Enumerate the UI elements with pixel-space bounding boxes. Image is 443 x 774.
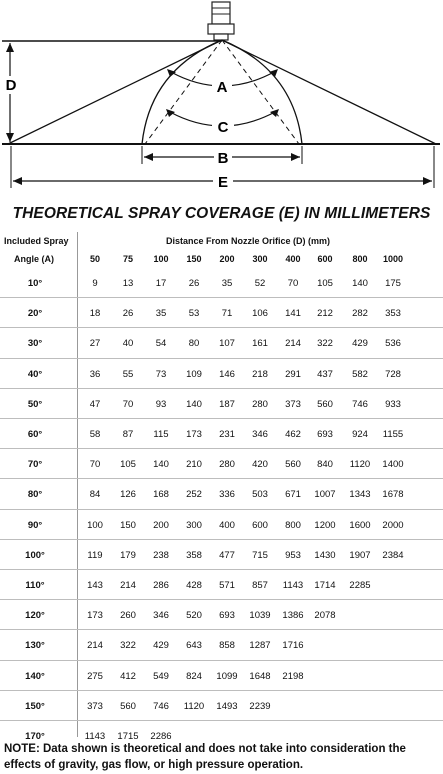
table-cell: 47 (89, 398, 101, 410)
table-cell: 358 (186, 549, 202, 561)
table-cell: 429 (153, 640, 169, 652)
table-cell: 346 (252, 429, 268, 440)
table-cell: 322 (317, 338, 333, 350)
table-cell: 1907 (349, 549, 371, 561)
table-row (0, 479, 443, 509)
table-cell: 280 (252, 398, 268, 410)
table-cell: 1716 (282, 640, 304, 652)
table-cell: 1287 (249, 640, 271, 652)
row-angle: 100° (25, 549, 45, 561)
outer-spray-right (222, 40, 436, 144)
table-cell: 560 (120, 700, 136, 712)
nozzle-icon (208, 2, 234, 40)
table-cell: 1600 (349, 519, 371, 531)
table-cell: 857 (252, 580, 268, 591)
table-row (0, 389, 443, 419)
table-cell: 671 (285, 489, 301, 501)
table-cell: 140 (186, 398, 202, 410)
table-cell: 58 (89, 429, 101, 440)
table-cell: 693 (219, 610, 235, 622)
label-c: C (217, 119, 229, 136)
table-cell: 1099 (216, 670, 238, 682)
table-cell: 840 (317, 459, 333, 471)
table-cell: 353 (385, 308, 401, 320)
table-cell: 2000 (382, 519, 404, 531)
table-cell: 126 (120, 489, 136, 501)
table-cell: 18 (89, 308, 101, 320)
table-cell: 73 (155, 368, 167, 380)
table-cell: 1400 (382, 459, 404, 471)
table-cell: 300 (186, 519, 202, 531)
table-cell: 13 (122, 278, 134, 289)
table-cell: 115 (153, 429, 169, 440)
table-row (0, 328, 443, 358)
table-cell: 1143 (84, 731, 106, 742)
table-cell: 140 (153, 459, 169, 471)
table-cell: 373 (87, 700, 103, 712)
row-angle: 40° (27, 368, 43, 380)
table-cell: 1715 (117, 731, 139, 742)
table-cell: 52 (254, 278, 266, 289)
table-row (0, 419, 443, 449)
table-cell: 70 (287, 278, 299, 289)
table-cell: 1200 (314, 519, 336, 531)
column-header: 100 (153, 254, 169, 264)
table-cell: 143 (87, 580, 103, 591)
table-cell: 100 (87, 519, 103, 531)
outer-spray-left (5, 40, 222, 144)
table-cell: 105 (120, 459, 136, 471)
table-cell: 282 (352, 308, 368, 320)
table-row (0, 359, 443, 389)
table-cell: 146 (219, 368, 235, 380)
table-cell: 858 (219, 640, 235, 652)
table-row (0, 691, 443, 721)
column-header: 150 (186, 254, 202, 264)
label-a: A (216, 79, 228, 96)
column-header: 75 (122, 254, 133, 264)
table-row (0, 661, 443, 691)
table-cell: 346 (153, 610, 169, 622)
column-header: 1000 (382, 254, 404, 264)
footnote: NOTE: Data shown is theoretical and does not take into consideration the effects of gravity, gas flow, or high pressure operation. (4, 743, 406, 771)
table-cell: 1386 (282, 610, 304, 622)
label-d: D (5, 77, 17, 94)
row-angle: 110° (25, 580, 45, 591)
table-cell: 2239 (249, 700, 271, 712)
label-e: E (217, 174, 229, 191)
table-cell: 175 (385, 278, 401, 289)
table-cell: 373 (285, 398, 301, 410)
table-cell: 173 (186, 429, 202, 440)
table-cell: 179 (120, 549, 136, 561)
table-cell: 27 (89, 338, 101, 350)
table-cell: 322 (120, 640, 136, 652)
table-cell: 2384 (382, 549, 404, 561)
table-cell: 93 (155, 398, 167, 410)
table-cell: 2286 (150, 731, 172, 742)
row-angle: 70° (27, 459, 43, 471)
table-cell: 17 (155, 278, 167, 289)
table-cell: 953 (285, 549, 301, 561)
row-angle: 80° (27, 489, 43, 501)
table-cell: 571 (219, 580, 235, 591)
column-header: 300 (252, 254, 268, 264)
row-angle: 50° (27, 398, 43, 410)
table-cell: 35 (221, 278, 233, 289)
table-cell: 582 (352, 368, 368, 380)
table-row (0, 298, 443, 328)
header-distance: Distance From Nozzle Orifice (D) (mm) (166, 236, 331, 246)
table-cell: 824 (186, 670, 202, 682)
table-cell: 1430 (314, 549, 336, 561)
table-cell: 933 (385, 398, 401, 410)
table-cell: 84 (89, 489, 101, 501)
table-cell: 2285 (349, 580, 371, 591)
table-cell: 1039 (249, 610, 271, 622)
table-cell: 520 (186, 610, 202, 622)
table-cell: 212 (317, 308, 333, 320)
row-angle: 20° (27, 308, 43, 320)
table-row (0, 600, 443, 630)
table-cell: 238 (153, 549, 169, 561)
table-cell: 26 (188, 278, 200, 289)
table-cell: 210 (186, 459, 202, 471)
table-cell: 54 (155, 338, 167, 350)
table-cell: 1648 (249, 670, 271, 682)
column-header: 800 (352, 254, 368, 264)
spray-coverage-diagram (0, 0, 443, 200)
table-cell: 1493 (216, 700, 238, 712)
row-angle: 140° (25, 670, 45, 682)
table-cell: 214 (87, 640, 103, 652)
table-cell: 53 (188, 308, 200, 320)
table-cell: 400 (219, 519, 235, 531)
table-cell: 71 (221, 308, 233, 320)
column-header: 50 (89, 254, 100, 264)
table-cell: 549 (153, 670, 169, 682)
table-cell: 800 (285, 519, 301, 531)
table-cell: 477 (219, 549, 235, 561)
table-cell: 429 (352, 338, 368, 350)
column-header: 600 (317, 254, 333, 264)
header-angle: Angle (A) (14, 254, 54, 264)
table-cell: 412 (120, 670, 136, 682)
table-cell: 1007 (314, 489, 336, 501)
table-cell: 536 (385, 338, 401, 350)
row-angle: 60° (27, 429, 43, 440)
table-cell: 70 (122, 398, 134, 410)
table-cell: 924 (352, 429, 368, 440)
table-cell: 643 (186, 640, 202, 652)
table-cell: 1678 (382, 489, 404, 501)
table-cell: 9 (92, 278, 98, 289)
table-cell: 428 (186, 580, 202, 591)
table-cell: 140 (352, 278, 368, 289)
table-cell: 200 (153, 519, 169, 531)
table-cell: 600 (252, 519, 268, 531)
table-cell: 187 (219, 398, 235, 410)
table-cell: 214 (120, 580, 136, 591)
page-title: THEORETICAL SPRAY COVERAGE (E) IN MILLIMETERS (12, 205, 431, 222)
table-cell: 420 (252, 459, 268, 471)
table-cell: 40 (122, 338, 134, 350)
table-cell: 26 (122, 308, 134, 320)
table-cell: 214 (285, 338, 301, 350)
table-row (0, 268, 443, 298)
table-cell: 437 (317, 368, 333, 380)
table-cell: 252 (186, 489, 202, 501)
table-cell: 107 (219, 338, 235, 350)
table-cell: 70 (89, 459, 101, 471)
table-cell: 173 (87, 610, 103, 622)
table-cell: 106 (252, 308, 268, 320)
table-cell: 1714 (314, 580, 336, 591)
table-cell: 119 (87, 549, 103, 561)
table-cell: 2078 (314, 610, 336, 622)
table-cell: 1143 (282, 580, 304, 591)
table-cell: 36 (89, 368, 101, 380)
table-cell: 291 (285, 368, 301, 380)
row-angle: 30° (27, 338, 43, 350)
table-cell: 275 (87, 670, 103, 682)
table-cell: 560 (317, 398, 333, 410)
table-cell: 286 (153, 580, 169, 591)
table-cell: 168 (153, 489, 169, 501)
row-angle: 150° (25, 700, 45, 712)
table-row (0, 630, 443, 660)
table-cell: 336 (219, 489, 235, 501)
label-b: B (217, 150, 229, 167)
table-cell: 1120 (183, 700, 205, 712)
table-cell: 280 (219, 459, 235, 471)
table-cell: 1120 (349, 459, 371, 471)
table-cell: 2198 (282, 670, 304, 682)
table-cell: 715 (252, 549, 268, 561)
column-header: 400 (285, 254, 301, 264)
row-angle: 90° (27, 519, 43, 531)
table-cell: 109 (186, 368, 202, 380)
table-cell: 728 (385, 368, 401, 380)
table-cell: 260 (120, 610, 136, 622)
table-cell: 560 (285, 459, 301, 471)
row-angle: 130° (25, 640, 45, 652)
row-angle: 10° (27, 278, 43, 289)
table-cell: 35 (155, 308, 167, 320)
table-row (0, 449, 443, 479)
row-angle: 170° (25, 731, 45, 742)
table-cell: 150 (120, 519, 136, 531)
table-cell: 746 (153, 700, 169, 712)
column-header: 200 (219, 254, 235, 264)
header-included-spray: Included Spray (4, 236, 69, 246)
table-row (0, 540, 443, 570)
table-cell: 218 (252, 368, 268, 380)
table-cell: 1343 (349, 489, 371, 501)
table-cell: 141 (285, 308, 301, 320)
table-cell: 1155 (382, 429, 404, 440)
table-cell: 80 (188, 338, 200, 350)
dashed-spray-left (145, 40, 222, 144)
table-cell: 105 (317, 278, 333, 289)
table-row (0, 510, 443, 540)
table-cell: 462 (285, 429, 301, 440)
table-cell: 161 (252, 338, 268, 350)
table-cell: 87 (122, 429, 134, 440)
table-cell: 503 (252, 489, 268, 501)
row-angle: 120° (25, 610, 45, 622)
table-cell: 746 (352, 398, 368, 410)
table-cell: 55 (122, 368, 134, 380)
table-cell: 693 (317, 429, 333, 440)
table-row (0, 570, 443, 600)
table-cell: 231 (219, 429, 235, 440)
